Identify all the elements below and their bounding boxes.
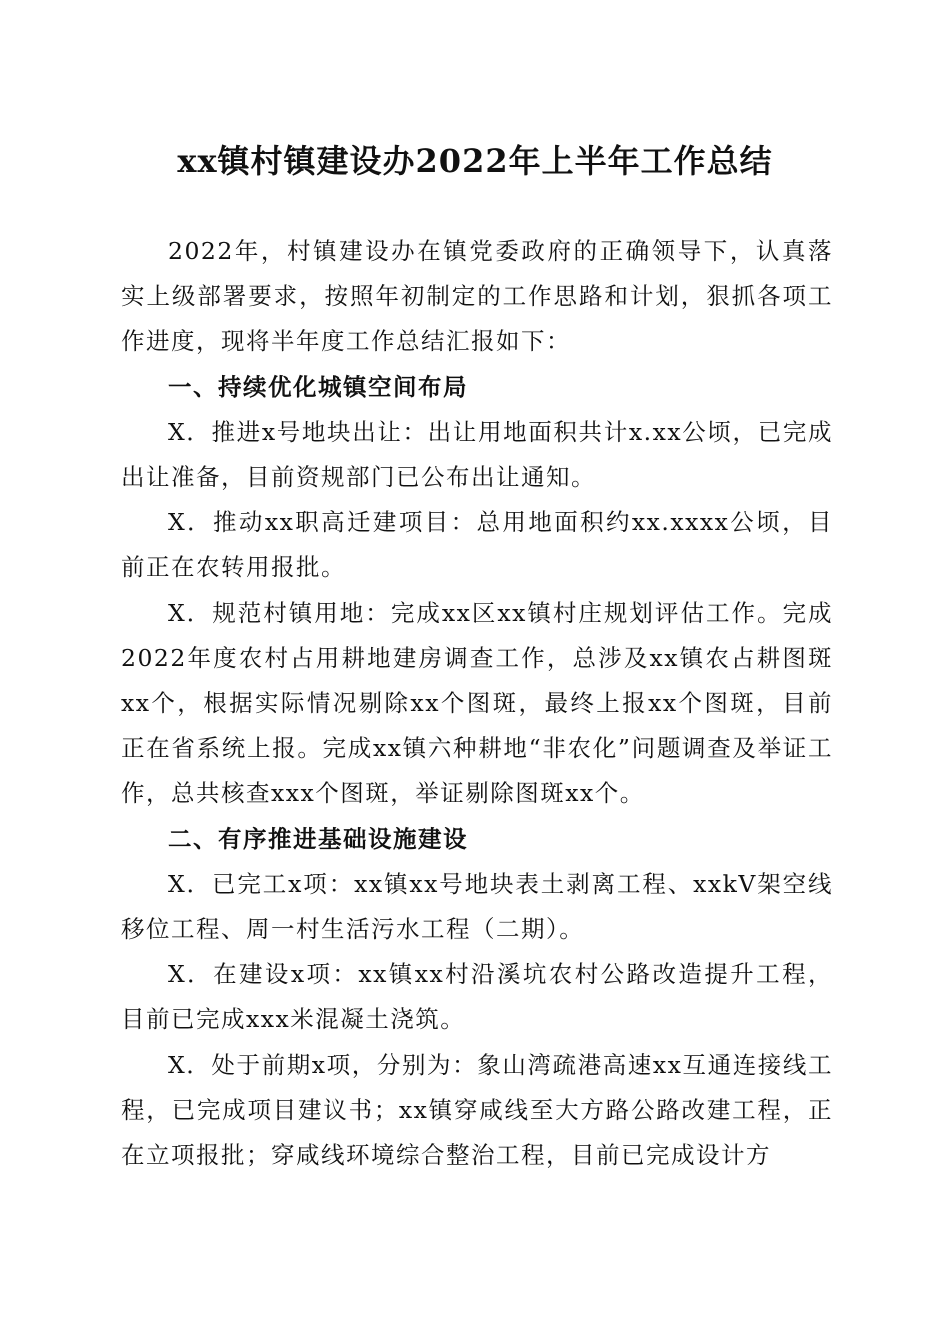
paragraph: X．推动xx职高迁建项目：总用地面积约xx.xxxx公顷，目前正在农转用报批。 [121,508,833,582]
paragraph-intro: 2022年，村镇建设办在镇党委政府的正确领导下，认真落实上级部署要求，按照年初制定的工作思路和计划，狠抓各项工作进度，现将半年度工作总结汇报如下： [121,237,833,356]
paragraph: X．推进x号地块出让：出让用地面积共计x.xx公顷，已完成出让准备，目前资规部门已公布出让通知。 [121,417,833,492]
paragraph: X．在建设x项：xx镇xx村沿溪坑农村公路改造提升工程，目前已完成xxx米混凝土浇筑。 [121,960,833,1034]
paragraph: X．已完工x项：xx镇xx号地块表土剥离工程、xxkV架空线移位工程、周一村生活污水工程（二期）。 [121,869,833,944]
paragraph: X．规范村镇用地：完成xx区xx镇村庄规划评估工作。完成2022年度农村占用耕地建房调查工作，总涉及xx镇农占耕图斑xx个，根据实际情况剔除xx个图斑，最终上报xx个图斑，目前正在省系统上报。完成xx镇六种耕地“非农化”问题调查及举证工作，总共核查xxx个图斑，举证剔除图斑xx个。 [121,598,833,808]
section-heading-1: 一、持续优化城镇空间布局 [168,372,468,401]
paragraph: X．处于前期x项，分别为：象山湾疏港高速xx互通连接线工程，已完成项目建议书；xx镇穿咸线至大方路公路改建工程，正在立项报批；穿咸线环境综合整治工程，目前已完成设计方 [121,1050,833,1170]
document-title: xx镇村镇建设办2022年上半年工作总结 [177,142,773,180]
document-body [121,229,833,1178]
section-heading-2: 二、有序推进基础设施建设 [168,824,468,853]
